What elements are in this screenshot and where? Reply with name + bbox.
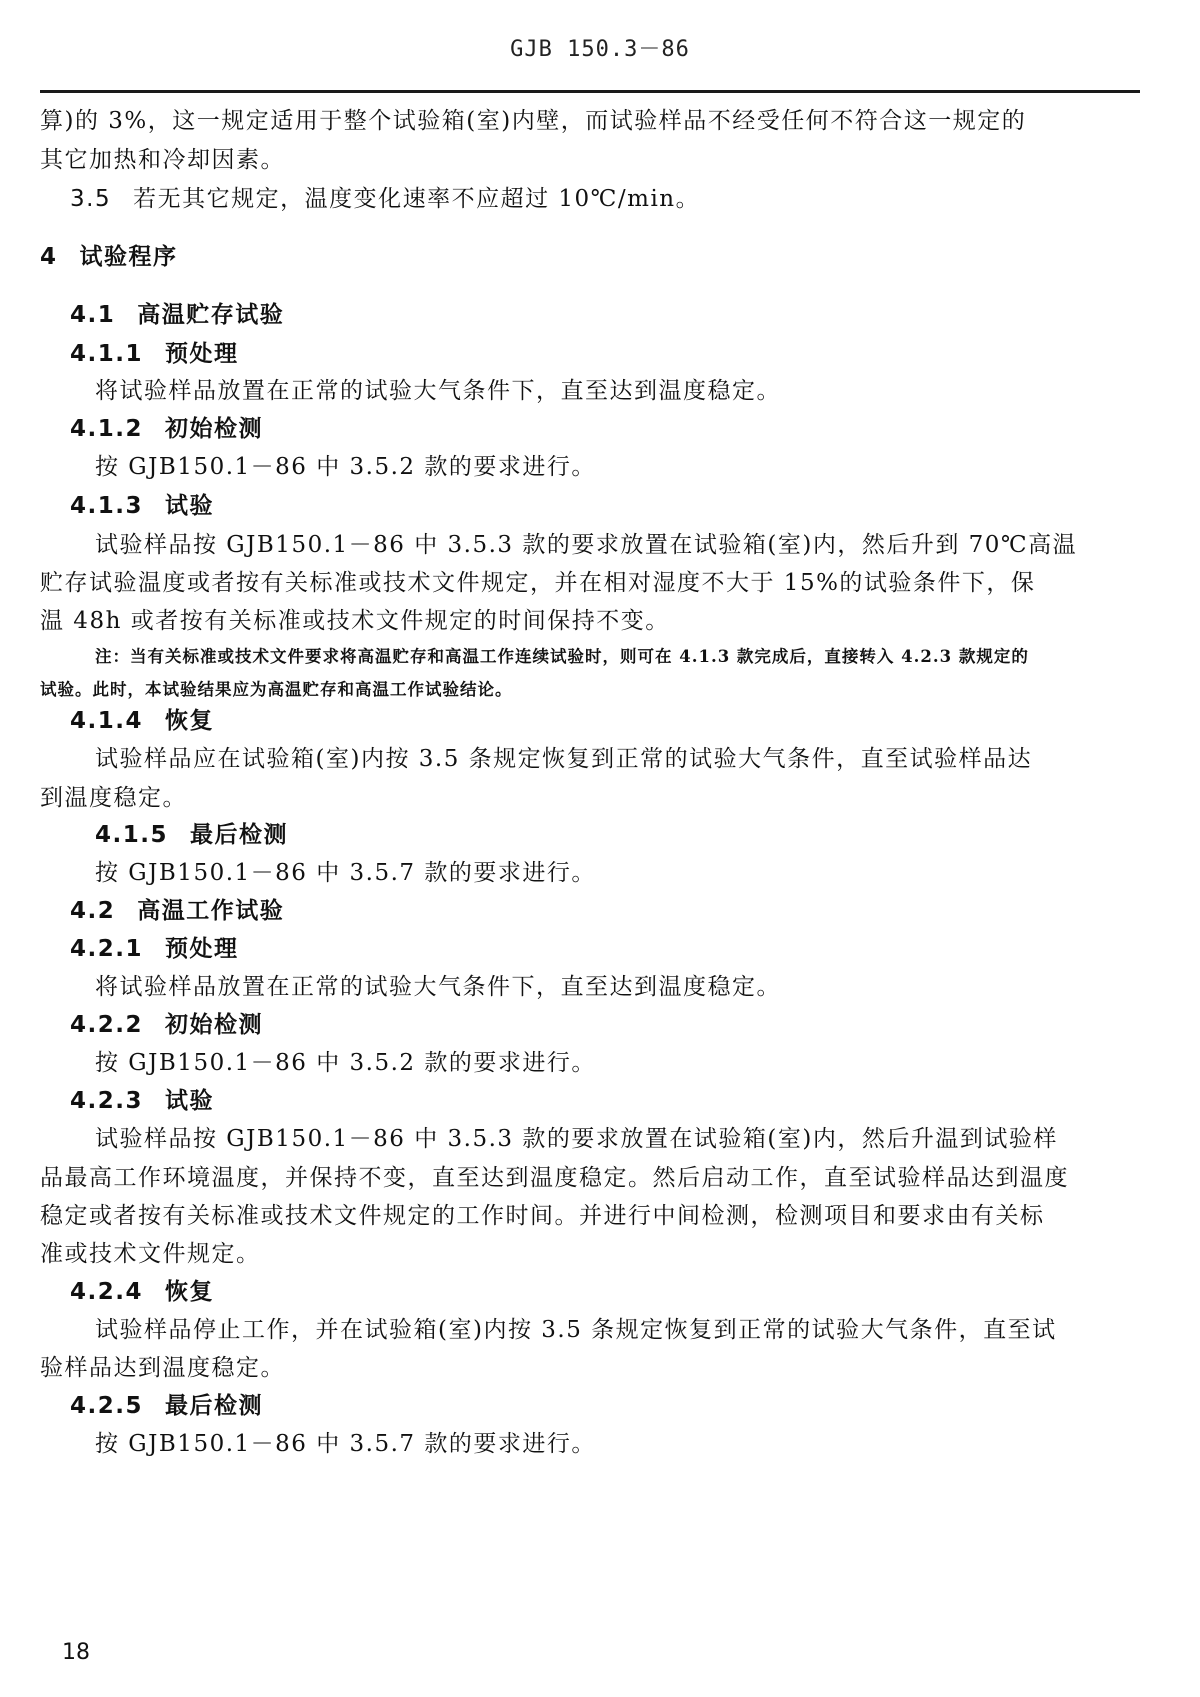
- section-title: 高温工作试验: [137, 897, 285, 924]
- section-number: 4.2.5: [70, 1393, 143, 1419]
- section-4-1-heading: [70, 300, 284, 330]
- section-4-1-4-heading: [70, 706, 214, 736]
- section-4-2-1-heading: [70, 934, 239, 964]
- section-4-2-1-body: 将试验样品放置在正常的试验大气条件下，直至达到温度稳定。: [95, 974, 781, 1000]
- section-title: 恢复: [165, 707, 214, 734]
- section-4-1-3-body-line: 贮存试验温度或者按有关标准或技术文件规定，并在相对湿度不大于 15%的试验条件下，保: [40, 570, 1036, 596]
- section-title: 试验: [165, 1087, 214, 1114]
- note-line: 试验。此时，本试验结果应为高温贮存和高温工作试验结论。: [40, 680, 513, 699]
- section-title: 试验: [165, 492, 214, 519]
- section-4-2-5-heading: [70, 1391, 263, 1421]
- section-text: 若无其它规定，温度变化速率不应超过 10℃/min。: [133, 186, 701, 212]
- section-title: 预处理: [165, 340, 239, 367]
- section-number: 4.2.2: [70, 1012, 143, 1038]
- section-4-2-3-body-line: 稳定或者按有关标准或技术文件规定的工作时间。并进行中间检测，检测项目和要求由有关标: [40, 1203, 1045, 1229]
- section-4-heading: [40, 242, 178, 272]
- section-4-2-5-body: 按 GJB150.1－86 中 3.5.7 款的要求进行。: [95, 1431, 596, 1457]
- section-4-2-4-body-line: 试验样品停止工作，并在试验箱(室)内按 3.5 条规定恢复到正常的试验大气条件，直至试: [95, 1317, 1057, 1343]
- section-4-1-3-heading: [70, 491, 214, 521]
- section-number: 4.2.3: [70, 1088, 143, 1114]
- section-4-1-2-body: 按 GJB150.1－86 中 3.5.2 款的要求进行。: [95, 454, 596, 480]
- section-4-2-4-heading: [70, 1277, 214, 1307]
- section-number: 3.5: [70, 186, 112, 212]
- section-title: 初始检测: [165, 1011, 263, 1038]
- section-number: 4.2.1: [70, 936, 143, 962]
- note-line: 注：当有关标准或技术文件要求将高温贮存和高温工作连续试验时，则可在 4.1.3 款完成后，直接转入 4.2.3 款规定的: [95, 647, 1029, 666]
- section-title: 初始检测: [165, 415, 263, 442]
- section-title: 高温贮存试验: [137, 301, 285, 328]
- section-4-1-5-heading: [95, 820, 288, 850]
- section-title: 最后检测: [190, 821, 288, 848]
- section-number: 4.1: [70, 302, 116, 328]
- section-title: 最后检测: [165, 1392, 263, 1419]
- section-4-1-1-body: 将试验样品放置在正常的试验大气条件下，直至达到温度稳定。: [95, 378, 781, 404]
- section-4-1-5-body: 按 GJB150.1－86 中 3.5.7 款的要求进行。: [95, 860, 596, 886]
- section-4-2-2-heading: [70, 1010, 263, 1040]
- section-4-2-3-body-line: 准或技术文件规定。: [40, 1241, 261, 1267]
- section-4-1-2-heading: [70, 414, 263, 444]
- section-4-2-3-body-line: 品最高工作环境温度，并保持不变，直至达到温度稳定。然后启动工作，直至试验样品达到温度: [40, 1165, 1069, 1191]
- page-header: GJB 150.3－86: [510, 37, 690, 62]
- section-number: 4: [40, 244, 58, 270]
- section-4-1-4-body-line: 试验样品应在试验箱(室)内按 3.5 条规定恢复到正常的试验大气条件，直至试验样品达: [95, 746, 1033, 772]
- page-number: 18: [62, 1640, 90, 1665]
- section-title: 试验程序: [79, 243, 178, 270]
- section-title: 恢复: [165, 1278, 214, 1305]
- section-4-2-4-body-line: 验样品达到温度稳定。: [40, 1355, 285, 1381]
- paragraph-line: 算)的 3%，这一规定适用于整个试验箱(室)内壁，而试验样品不经受任何不符合这一规定的: [40, 108, 1027, 134]
- section-4-1-4-body-line: 到温度稳定。: [40, 785, 187, 811]
- section-4-1-3-body-line: 试验样品按 GJB150.1－86 中 3.5.3 款的要求放置在试验箱(室)内，然后升到 70℃高温: [95, 532, 1078, 558]
- section-4-2-3-heading: [70, 1086, 214, 1116]
- section-number: 4.2: [70, 898, 116, 924]
- section-4-1-3-body-line: 温 48h 或者按有关标准或技术文件规定的时间保持不变。: [40, 608, 670, 634]
- section-number: 4.1.1: [70, 341, 143, 367]
- section-number: 4.1.2: [70, 416, 143, 442]
- section-number: 4.1.3: [70, 493, 143, 519]
- section-4-1-1-heading: [70, 339, 239, 369]
- section-number: 4.1.4: [70, 708, 143, 734]
- section-4-2-2-body: 按 GJB150.1－86 中 3.5.2 款的要求进行。: [95, 1050, 596, 1076]
- section-3-5: [70, 184, 700, 214]
- section-number: 4.2.4: [70, 1279, 143, 1305]
- section-4-2-heading: [70, 896, 284, 926]
- section-4-2-3-body-line: 试验样品按 GJB150.1－86 中 3.5.3 款的要求放置在试验箱(室)内，然后升温到试验样: [95, 1126, 1058, 1152]
- header-rule: [40, 90, 1140, 93]
- section-number: 4.1.5: [95, 822, 168, 848]
- section-title: 预处理: [165, 935, 239, 962]
- paragraph-line: 其它加热和冷却因素。: [40, 147, 285, 173]
